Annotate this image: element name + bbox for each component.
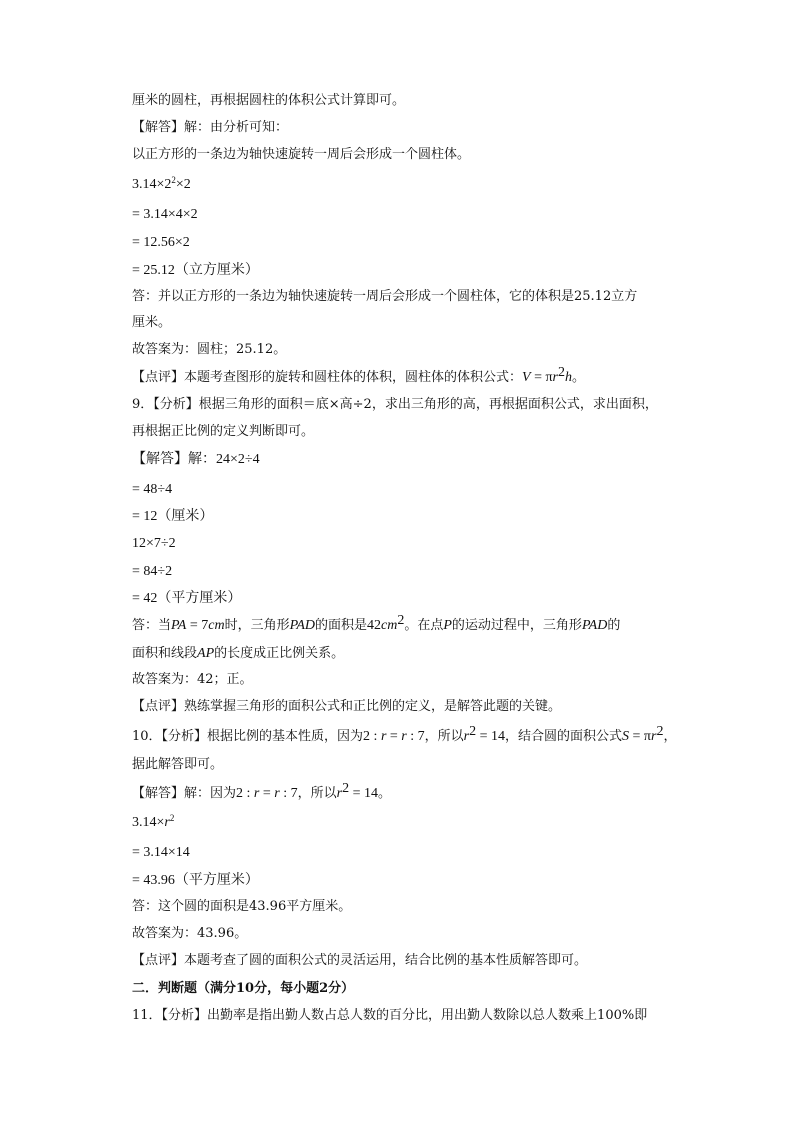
formula: V: [522, 370, 531, 385]
text: 的运动过程中，三角形: [451, 618, 582, 633]
text: 故答案为：42；正。: [132, 672, 253, 687]
exponent: 2: [397, 613, 405, 628]
text: 。: [572, 370, 586, 385]
formula: = 14: [349, 786, 378, 801]
formula: = 12（厘米）: [132, 509, 214, 524]
formula-line: [132, 234, 190, 252]
text: 11．【分析】出勤率是指出勤人数占总人数的百分比，用出勤人数除以总人数乘上100%即: [132, 1008, 648, 1023]
text-line: [132, 119, 288, 137]
formula: r: [274, 786, 280, 801]
text-line: [132, 952, 587, 970]
formula: PA: [171, 618, 187, 633]
text: 【解答】解：因为: [132, 786, 237, 801]
formula: = 12.56×2: [132, 235, 190, 250]
formula: = 14: [476, 729, 506, 744]
text: 再根据正比例的定义判断即可。: [132, 424, 315, 439]
text: 的面积是: [315, 618, 368, 633]
text-line: [132, 396, 658, 414]
formula-line: [132, 451, 260, 469]
formula: r: [552, 370, 558, 385]
text: 厘米的圆柱，再根据圆柱的体积公式计算即可。: [132, 93, 406, 108]
formula: r: [164, 815, 170, 830]
formula: = 43.96（平方厘米）: [132, 873, 259, 888]
formula: 3.14×2: [132, 177, 172, 192]
formula: r: [401, 729, 407, 744]
formula: S: [622, 729, 630, 744]
formula-line: [132, 563, 172, 581]
text-line: [132, 423, 314, 441]
section-heading: [132, 980, 354, 998]
formula: r: [463, 729, 470, 744]
text: 答：并以正方形的一条边为轴快速旋转一周后会形成一个圆柱体，它的体积是25.12立方: [132, 289, 638, 304]
text: 。: [377, 786, 391, 801]
formula: r: [253, 786, 260, 801]
text-line: [132, 288, 637, 306]
formula: P: [443, 618, 452, 633]
formula: r: [651, 729, 657, 744]
formula: PAD: [581, 618, 608, 633]
formula: h: [565, 370, 572, 385]
formula: 2 :: [236, 786, 254, 801]
text: 面积和线段: [132, 646, 198, 661]
formula-line: [132, 872, 259, 890]
formula-line: [132, 481, 172, 499]
formula: 2 :: [363, 729, 381, 744]
formula: =: [259, 786, 275, 801]
text: 故答案为：圆柱；25.12。: [132, 342, 287, 357]
formula-line: [132, 535, 176, 553]
text-line: [132, 724, 677, 746]
text: 【解答】解：由分析可知：: [132, 120, 289, 135]
formula: = 3.14×4×2: [132, 207, 198, 222]
text-line: [132, 898, 351, 916]
text-line: [132, 365, 586, 387]
formula-line: [132, 814, 174, 832]
text: ，: [663, 729, 677, 744]
formula: = π: [530, 370, 553, 385]
formula: = 25.12（立方厘米）: [132, 263, 259, 278]
text: ，所以: [424, 729, 464, 744]
text: 厘米。: [132, 315, 172, 330]
text: ，结合圆的面积公式: [505, 729, 623, 744]
exponent: 2: [469, 724, 477, 739]
text: 10．【分析】根据比例的基本性质，因为: [132, 729, 364, 744]
formula: : 7: [279, 786, 298, 801]
formula: = 42（平方厘米）: [132, 591, 242, 606]
exponent: 2: [558, 365, 565, 380]
text: 【点评】本题考查图形的旋转和圆柱体的体积，圆柱体的体积公式：: [132, 370, 523, 385]
formula: r: [380, 729, 387, 744]
formula-line: [132, 176, 191, 194]
exponent: 2: [342, 781, 350, 796]
formula: cm: [381, 618, 398, 633]
text-line: [132, 146, 470, 164]
formula-line: [132, 508, 213, 526]
text: 答：这个圆的面积是43.96平方厘米。: [132, 899, 352, 914]
formula: cm: [208, 618, 225, 633]
text: 故答案为：43.96。: [132, 926, 248, 941]
text-line: [132, 341, 286, 359]
text-line: [132, 756, 223, 774]
text-line: [132, 698, 561, 716]
text: 据此解答即可。: [132, 757, 224, 772]
text: ，所以: [297, 786, 337, 801]
text: 的长度成正比例关系。: [214, 646, 345, 661]
exponent: 2: [171, 175, 176, 185]
formula: =: [386, 729, 402, 744]
formula: : 7: [406, 729, 425, 744]
formula: = 7: [186, 618, 209, 633]
text-line: [132, 925, 247, 943]
text-line: [132, 781, 391, 803]
text-line: [132, 645, 344, 663]
text-line: [132, 92, 405, 110]
text-line: [132, 671, 253, 689]
formula: 3.14×: [132, 815, 165, 830]
exponent: 2: [656, 724, 664, 739]
formula: 【解答】解：24×2÷4: [132, 452, 260, 467]
formula: 42: [367, 618, 382, 633]
formula-line: [132, 206, 198, 224]
formula: ×2: [175, 177, 191, 192]
formula: 12×7÷2: [132, 536, 176, 551]
formula-line: [132, 844, 190, 862]
text-line: [132, 613, 621, 635]
formula: = π: [629, 729, 651, 744]
formula-line: [132, 262, 259, 280]
formula: = 3.14×14: [132, 845, 190, 860]
text: 的: [607, 618, 621, 633]
exponent: 2: [169, 813, 175, 823]
text: 以正方形的一条边为轴快速旋转一周后会形成一个圆柱体。: [132, 147, 471, 162]
text: 【点评】本题考查了圆的面积公式的灵活运用，结合比例的基本性质解答即可。: [132, 953, 588, 968]
formula: r: [336, 786, 343, 801]
formula: AP: [197, 646, 215, 661]
text-line: [132, 1007, 647, 1025]
text: 答：当: [132, 618, 172, 633]
text: 【点评】熟练掌握三角形的面积公式和正比例的定义，是解答此题的关键。: [132, 699, 562, 714]
text: 二．判断题（满分10分，每小题2分）: [132, 981, 355, 996]
text: 时，三角形: [224, 618, 290, 633]
text-line: [132, 314, 171, 332]
formula-line: [132, 590, 241, 608]
formula: = 84÷2: [132, 564, 173, 579]
formula: = 48÷4: [132, 482, 173, 497]
text: 。在点: [404, 618, 444, 633]
text: 9．【分析】根据三角形的面积＝底×高÷2，求出三角形的高，再根据面积公式，求出面积，: [132, 397, 658, 412]
formula: PAD: [289, 618, 315, 633]
